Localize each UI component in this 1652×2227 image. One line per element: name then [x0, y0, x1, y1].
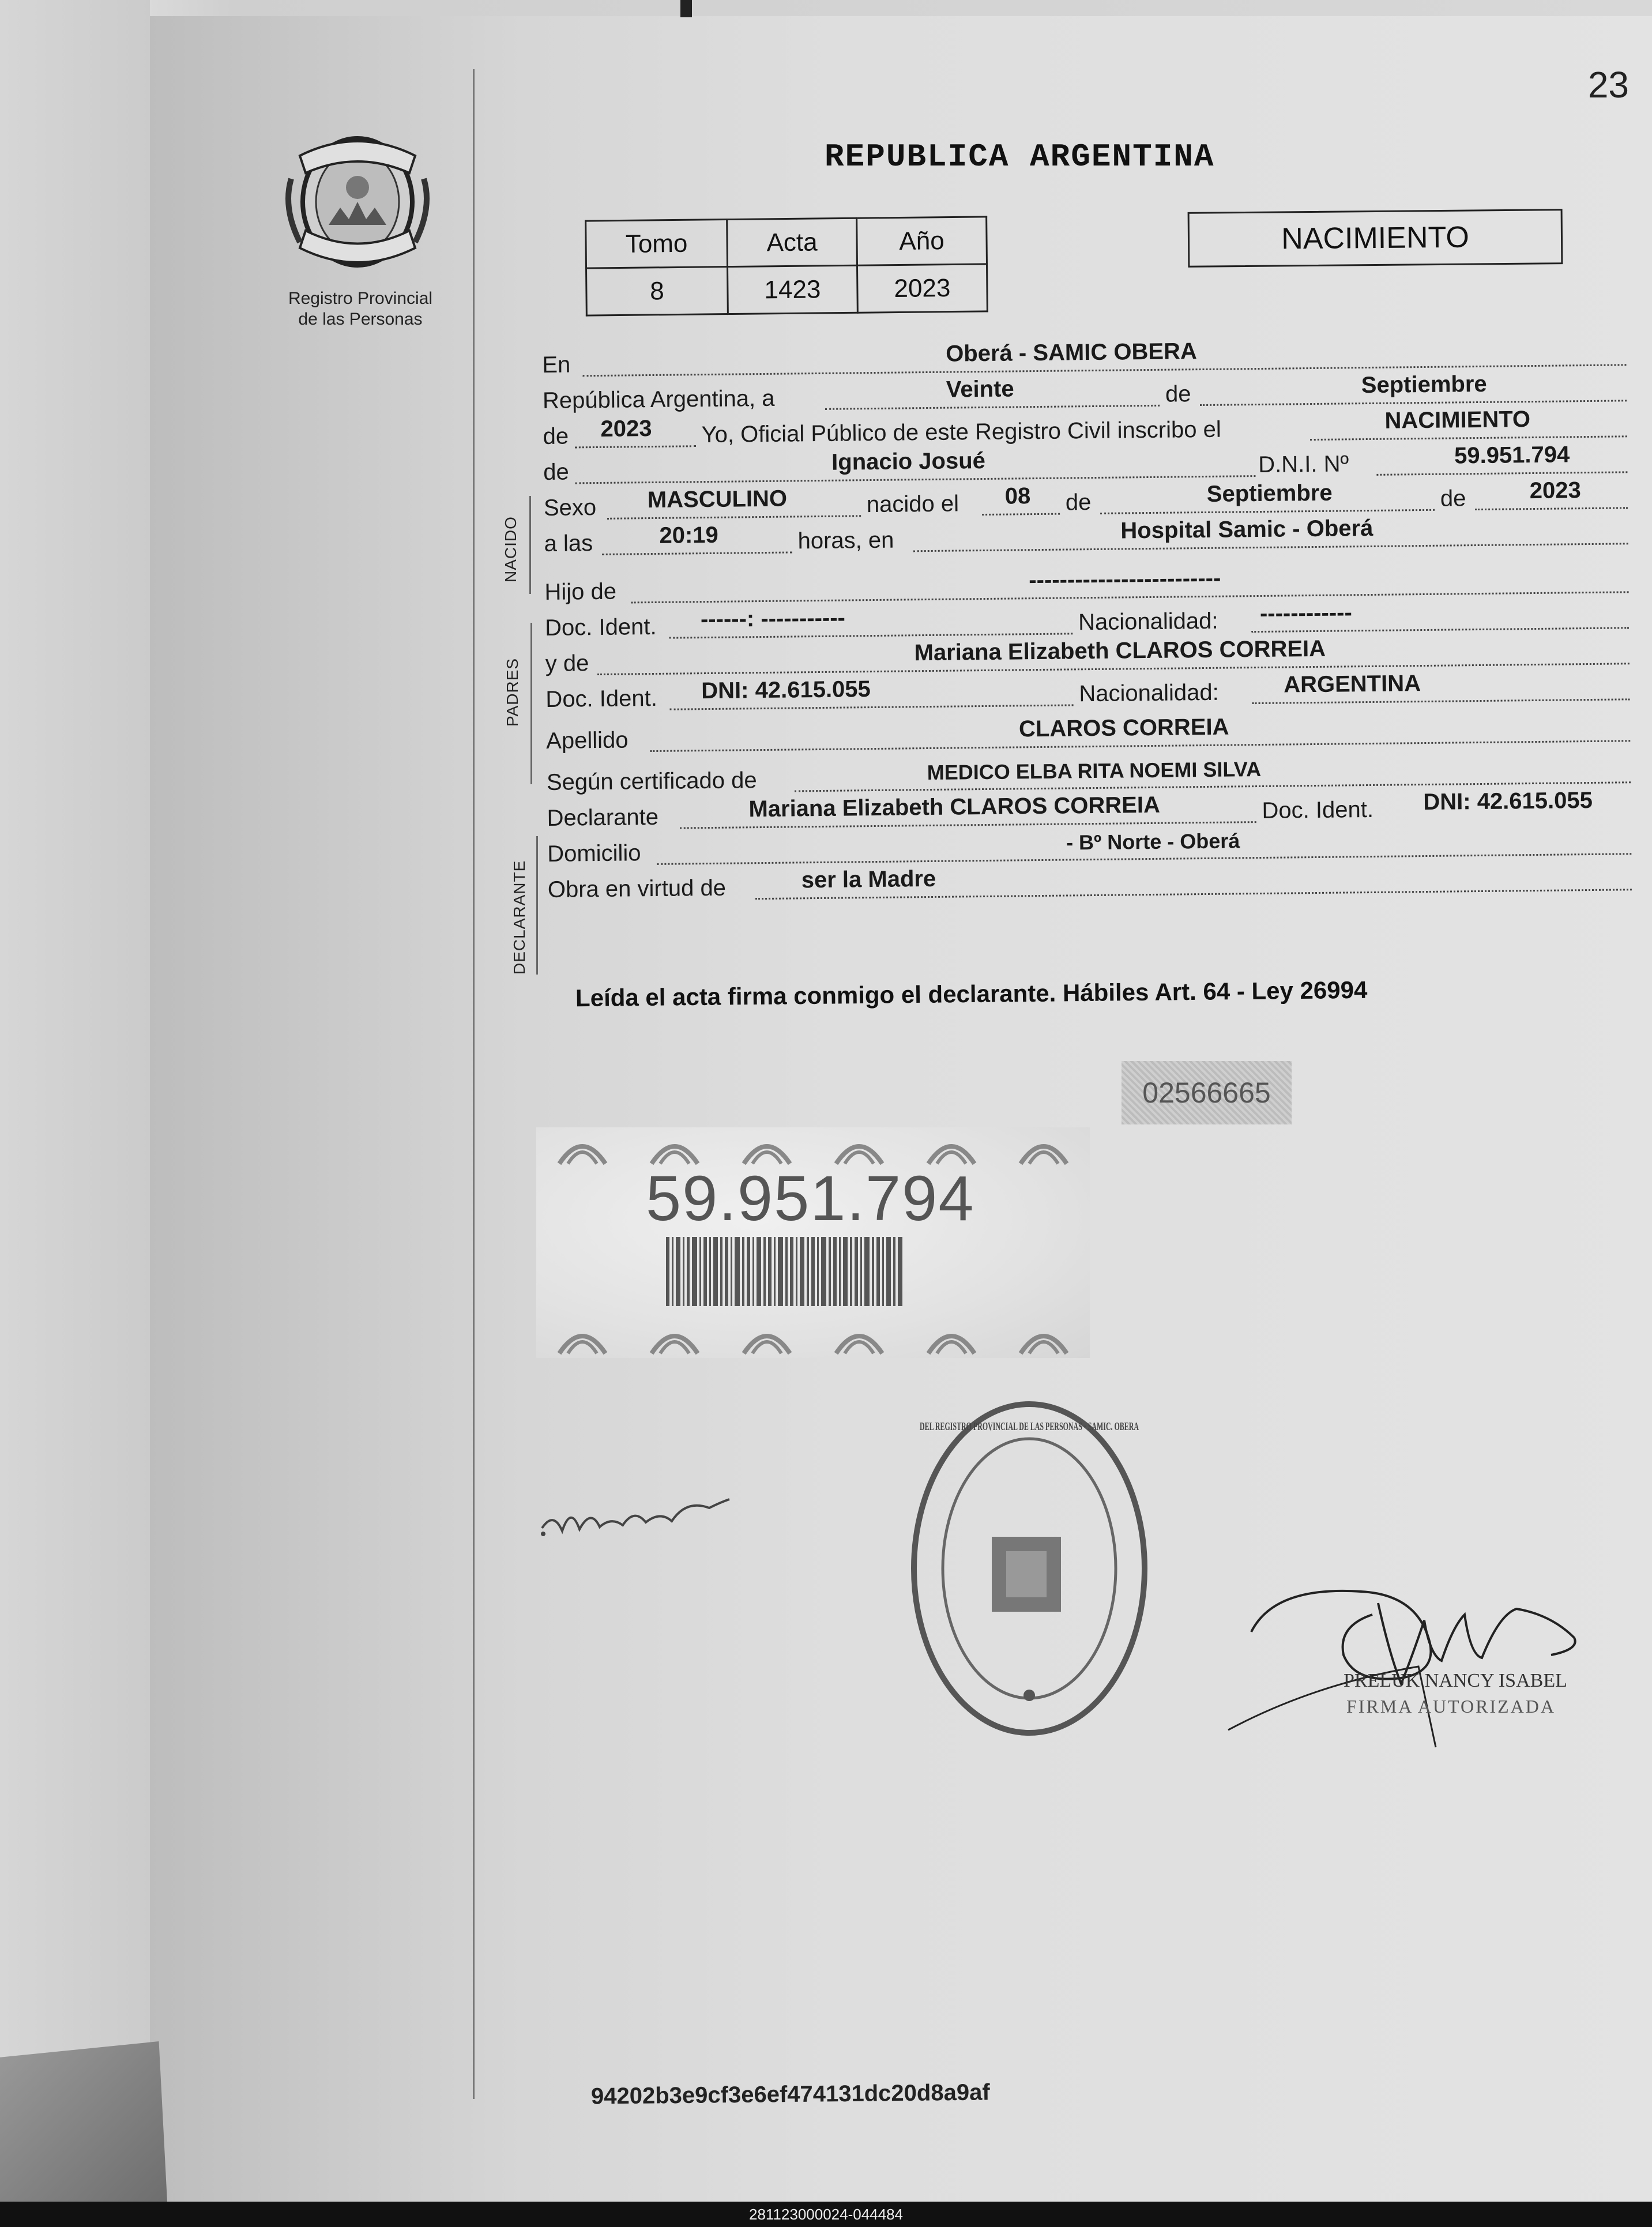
footer-bar: [0, 2202, 1652, 2227]
signature-caption: FIRMA AUTORIZADA: [1346, 1696, 1556, 1717]
value-day: Veinte: [946, 376, 1014, 402]
official-seal-icon: [905, 1395, 1153, 1741]
value-time: 20:19: [659, 522, 718, 548]
value-hospital: Hospital Samic - Oberá: [1120, 515, 1373, 544]
section-label-nacido: NACIDO: [502, 516, 520, 582]
label-nacionalidad: Nacionalidad:: [1078, 608, 1218, 635]
fingerprint-icon: [925, 1319, 977, 1353]
record-type-box: NACIMIENTO: [1188, 209, 1563, 268]
value-record: NACIMIENTO: [1384, 407, 1531, 434]
dni-sticker-number: 59.951.794: [646, 1163, 975, 1234]
dotted-line: [670, 704, 1074, 710]
label-segun: Según certificado de: [546, 768, 757, 795]
dotted-line: [1100, 509, 1435, 514]
label-horas-en: horas, en: [797, 527, 894, 554]
value-declarant: Mariana Elizabeth CLAROS CORREIA: [748, 792, 1161, 822]
dotted-line: [602, 551, 792, 555]
section-label-declarante: DECLARANTE: [510, 860, 528, 975]
ref-value-acta: 1423: [728, 265, 858, 314]
label-nacionalidad2: Nacionalidad:: [1079, 679, 1219, 707]
section-bar-padres: [530, 623, 532, 784]
value-father: -------------------------: [1029, 565, 1221, 593]
dotted-line: [1252, 698, 1630, 704]
value-birth-month: Septiembre: [1206, 480, 1333, 507]
fingerprint-icon: [556, 1132, 608, 1167]
serial-sticker: 02566665: [1122, 1061, 1292, 1124]
handwritten-initial: [536, 1476, 732, 1551]
value-mother-doc: DNI: 42.615.055: [701, 676, 871, 704]
value-surname: CLAROS CORREIA: [1018, 714, 1229, 742]
fingerprint-icon: [833, 1132, 885, 1167]
label-de-year: de: [543, 423, 569, 449]
label-domicilio: Domicilio: [547, 840, 641, 867]
document-hash: 94202b3e9cf3e6ef474131dc20d8a9af: [590, 2079, 990, 2109]
label-a-las: a las: [544, 531, 593, 556]
value-mother-nat: ARGENTINA: [1283, 671, 1421, 698]
fingerprint-icon: [925, 1132, 977, 1167]
ref-value-tomo: 8: [586, 267, 728, 316]
label-y-de: y de: [545, 650, 589, 676]
label-hijo-de: Hijo de: [544, 578, 617, 605]
page-number: 23: [1587, 64, 1629, 106]
dotted-line: [1475, 507, 1628, 510]
dotted-line: [1200, 400, 1627, 406]
fingerprint-row-bottom: [536, 1319, 1090, 1353]
fingerprint-icon: [1018, 1132, 1070, 1167]
value-certificate: MEDICO ELBA RITA NOEMI SILVA: [927, 757, 1262, 785]
value-father-doc: ------: -----------: [700, 605, 846, 633]
misiones-coat-of-arms-icon: [277, 133, 438, 283]
scanner-corner: [0, 2041, 167, 2202]
label-obra: Obra en virtud de: [547, 875, 727, 902]
section-bar-declarante: [536, 836, 538, 975]
label-de-name: de: [543, 459, 570, 485]
label-doc-ident3: Doc. Ident.: [1262, 796, 1374, 823]
label-de2: de: [1065, 490, 1092, 516]
binding-mark: [680, 0, 692, 17]
value-sex: MASCULINO: [647, 486, 788, 513]
margin-line: [473, 69, 475, 2099]
value-birth-day: 08: [1004, 483, 1031, 509]
label-nacido-el: nacido el: [866, 491, 959, 518]
value-place: Oberá - SAMIC OBERA: [945, 338, 1197, 367]
dotted-line: [1376, 471, 1627, 476]
seal-caption: DEL REGISTRO PROVINCIAL DE LAS PERSONAS · SAMIC. OBERA: [920, 1420, 1139, 1433]
row-surname: [546, 710, 1636, 758]
value-capacity: ser la Madre: [801, 866, 936, 893]
dotted-line: [680, 821, 1256, 829]
fingerprint-icon: [833, 1319, 885, 1353]
scanner-bed-left: [0, 0, 150, 2227]
ref-header-acta: Acta: [727, 218, 857, 266]
dotted-line: [650, 740, 1630, 752]
label-de: de: [1165, 381, 1191, 407]
fingerprint-icon: [741, 1319, 793, 1353]
fingerprint-icon: [649, 1319, 701, 1353]
authorized-signature: [1228, 1540, 1609, 1759]
dotted-line: [1310, 435, 1627, 441]
label-doc-ident: Doc. Ident.: [544, 614, 657, 641]
label-sexo: Sexo: [543, 495, 597, 521]
section-bar-nacido: [529, 496, 531, 594]
fingerprint-icon: [556, 1319, 608, 1353]
value-address: - Bº Norte - Oberá: [1066, 829, 1240, 855]
value-month: Septiembre: [1361, 371, 1487, 398]
fingerprint-icon: [741, 1132, 793, 1167]
document-title: REPUBLICA ARGENTINA: [825, 138, 1215, 175]
ref-header-ano: Año: [857, 217, 987, 265]
dotted-line: [982, 513, 1060, 516]
value-dni: 59.951.794: [1454, 442, 1570, 469]
dotted-line: [669, 633, 1073, 638]
barcode-icon: [666, 1237, 902, 1306]
value-declarant-doc: DNI: 42.615.055: [1423, 787, 1593, 815]
label-yo: Yo, Oficial Público de este Registro Civil inscribo el: [701, 416, 1221, 448]
dotted-line: [575, 445, 696, 448]
section-label-padres: PADRES: [503, 657, 521, 727]
fingerprint-icon: [1018, 1319, 1070, 1353]
value-father-nat: ------------: [1259, 600, 1352, 626]
fingerprint-icon: [649, 1132, 701, 1167]
ref-header-tomo: Tomo: [586, 220, 728, 269]
dni-sticker: [536, 1127, 1090, 1358]
registry-name-line1: Registro Provincial: [288, 289, 433, 308]
fingerprint-row-top: [536, 1132, 1090, 1167]
value-name: Ignacio Josué: [831, 447, 986, 475]
value-year: 2023: [600, 416, 652, 442]
label-dni: D.N.I. Nº: [1258, 451, 1349, 478]
closing-statement: Leída el acta firma conmigo el declarante. Hábiles Art. 64 - Ley 26994: [575, 976, 1368, 1012]
label-de3: de: [1440, 486, 1466, 511]
reference-table: [585, 216, 988, 316]
label-declarante: Declarante: [547, 804, 659, 831]
registry-name: [254, 288, 467, 330]
registry-name-line2: de las Personas: [298, 310, 423, 329]
ref-value-ano: 2023: [857, 264, 987, 313]
label-republica: República Argentina, a: [542, 385, 775, 413]
signatory-name: PRELUK NANCY ISABEL: [1344, 1670, 1567, 1691]
label-apellido: Apellido: [545, 727, 629, 754]
dotted-line: [607, 515, 861, 520]
label-en: En: [542, 352, 571, 378]
dotted-line: [1251, 627, 1629, 633]
dotted-line: [825, 405, 1160, 410]
record-form: [542, 334, 1638, 906]
footer-code: 281123000024-044484: [748, 2206, 903, 2223]
label-doc-ident2: Doc. Ident.: [545, 685, 658, 712]
dotted-line: [913, 543, 1628, 552]
value-mother: Mariana Elizabeth CLAROS CORREIA: [914, 635, 1326, 666]
value-birth-year: 2023: [1529, 477, 1581, 504]
